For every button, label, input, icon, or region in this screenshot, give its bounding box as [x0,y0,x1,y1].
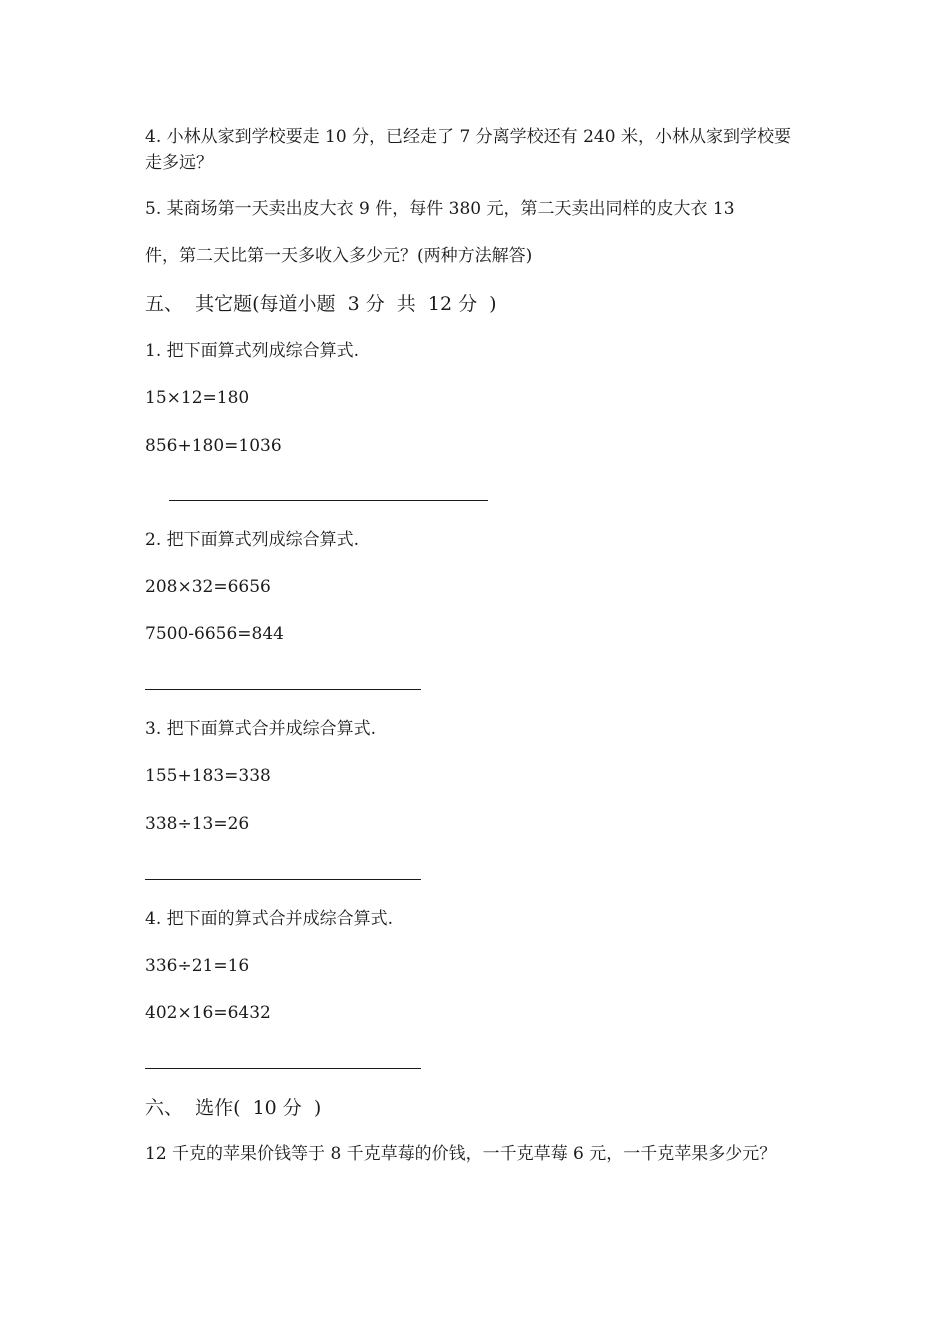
item-1-equation-2: 856+180=1036 [145,436,282,456]
section-5-heading: 五、 其它题(每道小题 3 分 共 12 分 ) [145,293,497,315]
question-5-line-2: 件，第二天比第一天多收入多少元？(两种方法解答) [145,246,533,266]
question-5-line-1: 5. 某商场第一天卖出皮大衣 9 件，每件 380 元，第二天卖出同样的皮大衣 13 [145,199,735,219]
item-2-equation-2: 7500-6656=844 [145,624,284,644]
item-1-equation-1: 15×12=180 [145,388,250,408]
item-4-prompt: 4. 把下面的算式合并成综合算式. [145,909,394,929]
item-2-answer-line [145,689,421,690]
item-2-equation-1: 208×32=6656 [145,577,271,597]
item-4-answer-line [145,1068,421,1069]
question-4: 4. 小林从家到学校要走 10 分，已经走了 7 分离学校还有 240 米，小林从家到学校要走多远？ [145,127,791,173]
section-6-heading: 六、 选作( 10 分 ) [145,1097,322,1119]
item-2-prompt: 2. 把下面算式列成综合算式. [145,530,360,550]
item-4-equation-1: 336÷21=16 [145,956,250,976]
section-6-question: 12 千克的苹果价钱等于 8 千克草莓的价钱，一千克草莓 6 元，一千克苹果多少元？ [145,1144,777,1164]
item-1-answer-line [169,500,488,501]
item-3-equation-1: 155+183=338 [145,766,271,786]
item-1-prompt: 1. 把下面算式列成综合算式. [145,341,360,361]
item-3-prompt: 3. 把下面算式合并成综合算式. [145,719,377,739]
item-3-equation-2: 338÷13=26 [145,814,250,834]
item-4-equation-2: 402×16=6432 [145,1003,271,1023]
item-3-answer-line [145,879,421,880]
